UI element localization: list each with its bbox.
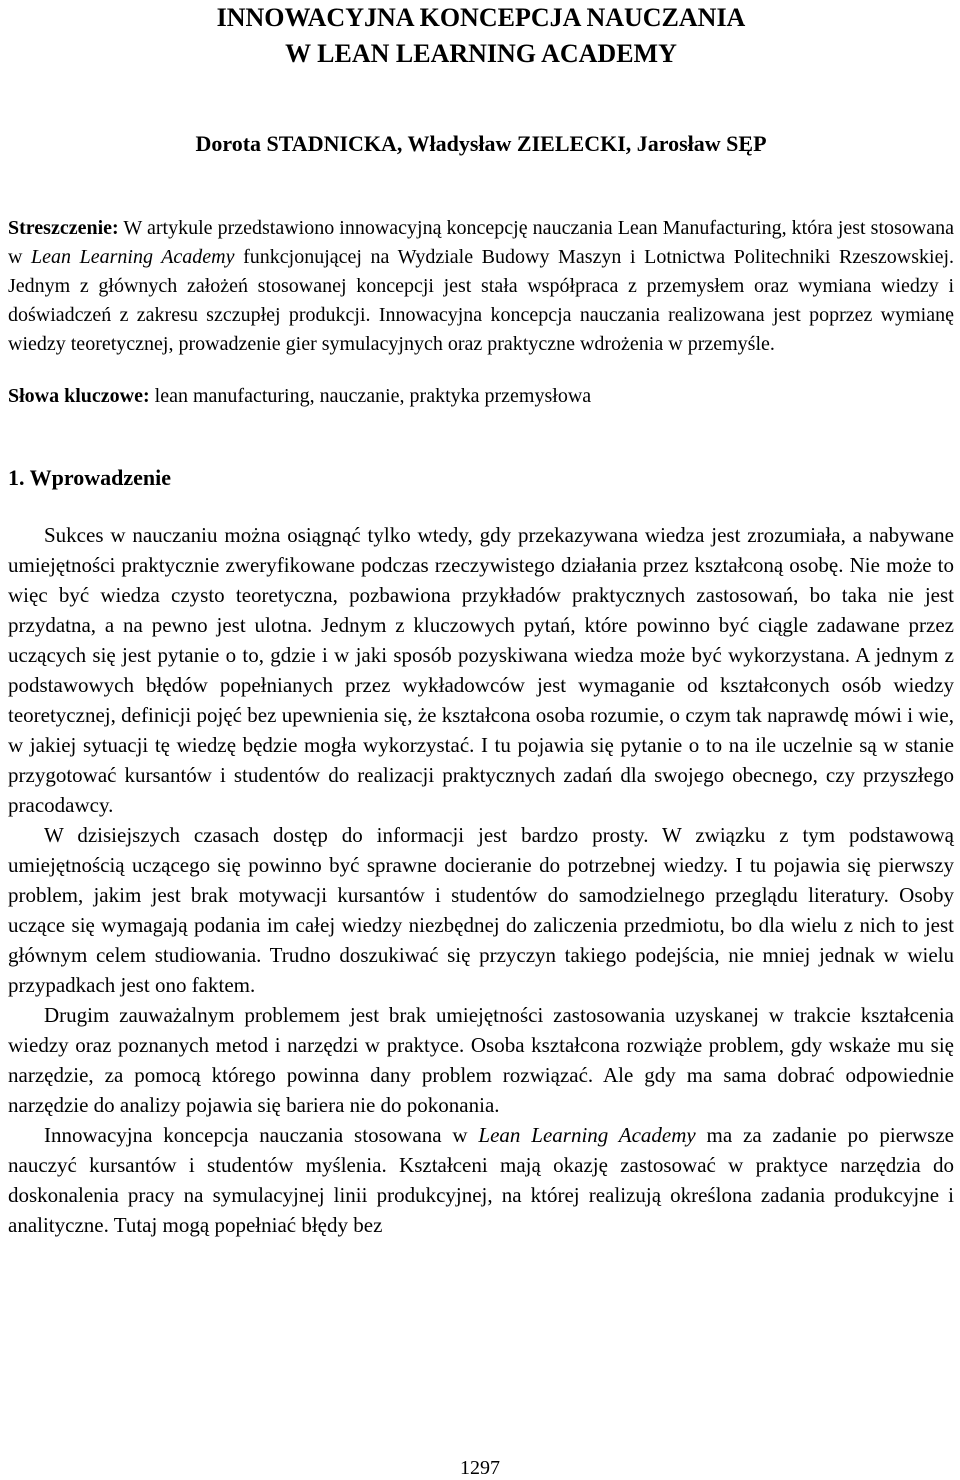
- keywords-text: lean manufacturing, nauczanie, praktyka przemysłowa: [149, 385, 592, 407]
- paragraph-4: [8, 1120, 954, 1240]
- authors: Dorota STADNICKA, Władysław ZIELECKI, Jarosław SĘP: [195, 131, 767, 156]
- paper-title: [8, 0, 954, 72]
- paragraph-3: Drugim zauważalnym problemem jest brak umiejętności zastosowania uzyskanej w trakcie kształcenia wiedzy oraz poznanych metod i narzędzi w praktyce. Osoba kształcona rozwiąże problem, gdy wskaże mu się narzędzie, za pomocą którego powinna dany problem rozwiązać. Ale gdy ma sama dobrać odpowiednie narzędzie do analizy pojawia się bariera nie do pokonania.: [8, 1003, 954, 1117]
- abstract: [8, 214, 954, 359]
- paragraph-4-text-1: Innowacyjna koncepcja nauczania stosowana w: [44, 1123, 479, 1147]
- abstract-italic: Lean Learning Academy: [31, 246, 235, 268]
- title-line-2: W LEAN LEARNING ACADEMY: [285, 39, 677, 68]
- paragraph-1: Sukces w nauczaniu można osiągnąć tylko wtedy, gdy przekazywana wiedza jest zrozumiała, a nabywane umiejętności praktycznie zweryfikowane podczas rzeczywistego działania przez kształconą osobę. Nie może to więc być wiedza czysto teoretyczna, pozbawiona przykładów praktycznych zastosowań, bo taka nie jest przydatna, a na pewno jest ulotna. Jednym z kluczowych pytań, które powinno być ciągle zadawane przez uczących się jest pytanie o to, gdzie i w jaki sposób pozyskiwana wiedza może być wykorzystana. A jednym z podstawowych błędów popełnianych przez wykładowców jest wymaganie od kształconych osób wiedzy teoretycznej, definicji pojęć bez upewnienia się, że kształcona osoba rozumie, o czym tak naprawdę mówi i wie, w jakiej sytuacji tę wiedzę będzie mogła wykorzystać. I tu pojawia się pytanie o to na ile uczelnie są w stanie przygotować kursantów i studentów do realizacji praktycznych zadań dla swojego obecnego, czy przyszłego pracodawcy.: [8, 523, 954, 817]
- section-body: [8, 520, 954, 1240]
- section-heading: 1. Wprowadzenie: [8, 465, 171, 490]
- paragraph-4-italic: Lean Learning Academy: [478, 1123, 696, 1147]
- page-number: 1297: [460, 1457, 500, 1479]
- abstract-label: Streszczenie:: [8, 217, 119, 239]
- abstract-text-2: funkcjonującej na Wydziale Budowy Maszyn i Lotnictwa Politechniki Rzeszowskiej. Jednym z głównych założeń stosowanej koncepcji jest stała współpraca z przemysłem oraz wymiana wiedzy i doświadczeń z zakresu szczupłej produkcji. Innowacyjna koncepcja nauczania realizowana jest poprzez wymianę wiedzy teoretycznej, prowadzenie gier symulacyjnych oraz praktyczne wdrożenia w przemyśle.: [8, 246, 954, 355]
- paragraph-4-text-2: ma za zadanie po pierwsze nauczyć kursantów i studentów myślenia. Kształceni mają okazję zastosować w praktyce narzędzia do doskonalenia pracy na symulacyjnej linii produkcyjnej, na której realizują określona zadania produkcyjne i analityczne. Tutaj mogą popełniać błędy bez: [8, 1123, 954, 1237]
- keywords-label: Słowa kluczowe:: [8, 385, 150, 407]
- abstract-text-1: W artykule przedstawiono innowacyjną koncepcję nauczania Lean Manufacturing, która jest stosowana w: [8, 217, 954, 268]
- paragraph-2: W dzisiejszych czasach dostęp do informacji jest bardzo prosty. W związku z tym podstawową umiejętnością uczącego się powinno być sprawne docieranie do potrzebnej wiedzy. I tu pojawia się pierwszy problem, jakim jest brak motywacji kursantów i studentów do samodzielnego przeglądu literatury. Osoby uczące się wymagają podania im całej wiedzy niezbędnej do zaliczenia przedmiotu, bo dla wielu z nich to jest głównym celem studiowania. Trudno doszukiwać się przyczyn takiego podejścia, nie mniej jednak w wielu przypadkach jest ono faktem.: [8, 823, 954, 997]
- keywords: [8, 382, 954, 411]
- title-line-1: INNOWACYJNA KONCEPCJA NAUCZANIA: [216, 3, 746, 32]
- paper-page: [8, 0, 954, 1240]
